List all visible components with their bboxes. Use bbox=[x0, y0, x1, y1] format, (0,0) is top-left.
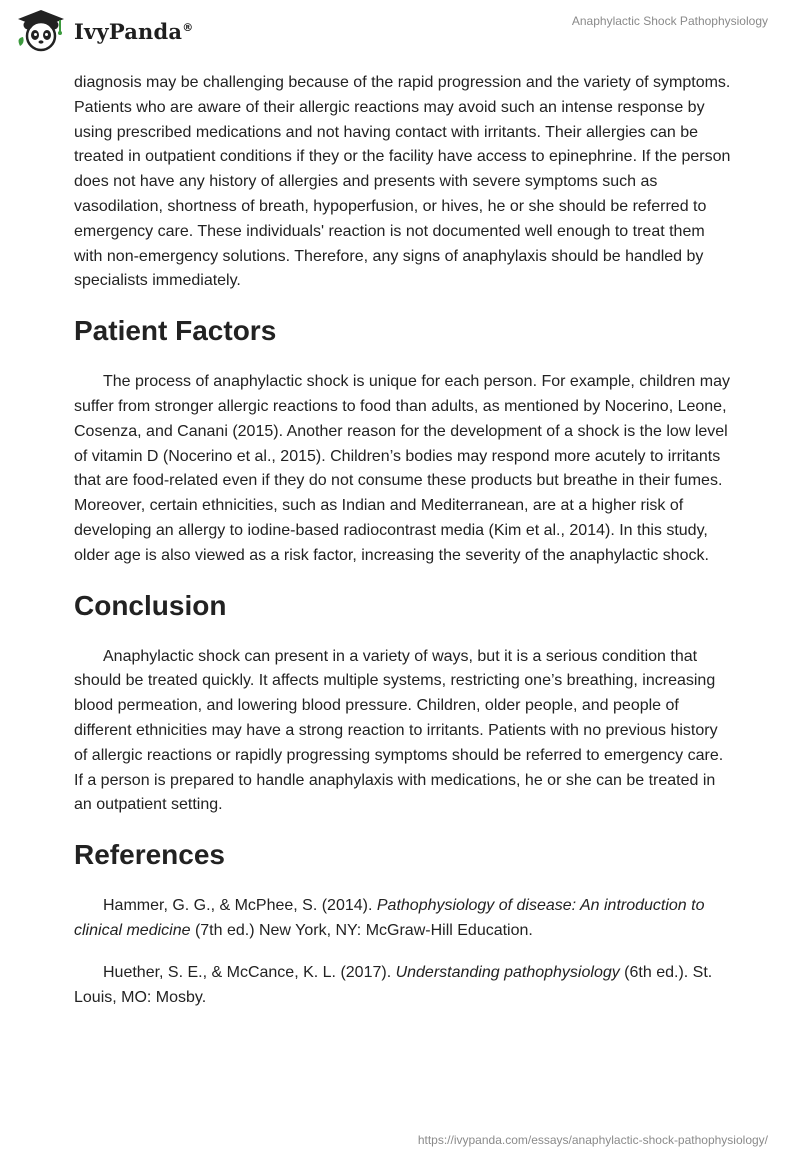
reference-title: Pathophysiology of disease: An introduction to clinical medicine bbox=[74, 897, 705, 939]
brand-name: IvyPanda® bbox=[74, 18, 194, 44]
reference-authors: Huether, S. E., & McCance, K. L. (2017). bbox=[103, 963, 396, 981]
reference-item bbox=[74, 894, 734, 944]
document-title: Anaphylactic Shock Pathophysiology bbox=[571, 14, 768, 28]
conclusion-paragraph: Anaphylactic shock can present in a variety of ways, but it is a serious condition that should be treated quickly. It affects multiple systems, restricting one’s breathing, increasing blood permeation, and lowering blood pressure. Children, older people, and people of different ethnicities may have a strong reaction to irritants. Patients with no previous history of allergic reactions or rapidly progressing symptoms should be referred to emergency care. If a person is prepared to handle anaphylaxis with medications, he or she can be treated in an outpatient setting. bbox=[74, 647, 724, 814]
brand-logo[interactable] bbox=[14, 8, 193, 54]
reference-title: Understanding pathophysiology bbox=[395, 963, 620, 981]
reference-item bbox=[74, 961, 734, 1011]
page-header bbox=[0, 0, 800, 62]
registered-mark: ® bbox=[182, 20, 194, 34]
intro-paragraph: diagnosis may be challenging because of the rapid progression and the variety of symptoms. Patients who are aware of their allergic reactions may avoid such an intense response by using prescribed medications and not having contact with irritants. Their allergies can be treated in outpatient conditions if they or the facility have access to epinephrine. If the person does not have any history of allergies and presents with severe symptoms such as vasodilation, shortness of breath, hypoperfusion, or hives, he or she should be referred to emergency care. These individuals' reaction is not documented well enough to treat them with non-emergency solutions. Therefore, any signs of anaphylaxis should be handled by specialists immediately. bbox=[74, 74, 731, 290]
panda-graduate-icon bbox=[14, 8, 68, 54]
source-url-link[interactable]: https://ivypanda.com/essays/anaphylactic-shock-pathophysiology/ bbox=[417, 1133, 768, 1147]
reference-publisher: (6th ed.). St. Louis, MO: Mosby. bbox=[74, 963, 713, 1006]
reference-publisher: (7th ed.) New York, NY: McGraw-Hill Education. bbox=[190, 921, 533, 939]
essay-content bbox=[74, 71, 734, 1027]
section-heading-patient-factors: Patient Factors bbox=[74, 315, 277, 347]
patient-factors-paragraph: The process of anaphylactic shock is unique for each person. For example, children may suffer from stronger allergic reactions to food than adults, as mentioned by Nocerino, Leone, Cosenza, and Canani (2015). Another reason for the development of a shock is the low level of vitamin D (Nocerino et al., 2015). Children’s bodies may respond more acutely to irritants that are food-related even if they do not consume these products but breathe in their fumes. Moreover, certain ethnicities, such as Indian and Mediterranean, are at a higher risk of developing an allergy to iodine-based radiocontrast media (Kim et al., 2014). In this study, older age is also viewed as a risk factor, increasing the severity of the anaphylactic shock. bbox=[74, 373, 730, 564]
reference-authors: Hammer, G. G., & McPhee, S. (2014). bbox=[103, 897, 377, 915]
section-heading-conclusion: Conclusion bbox=[74, 589, 227, 621]
section-heading-references: References bbox=[74, 839, 225, 871]
